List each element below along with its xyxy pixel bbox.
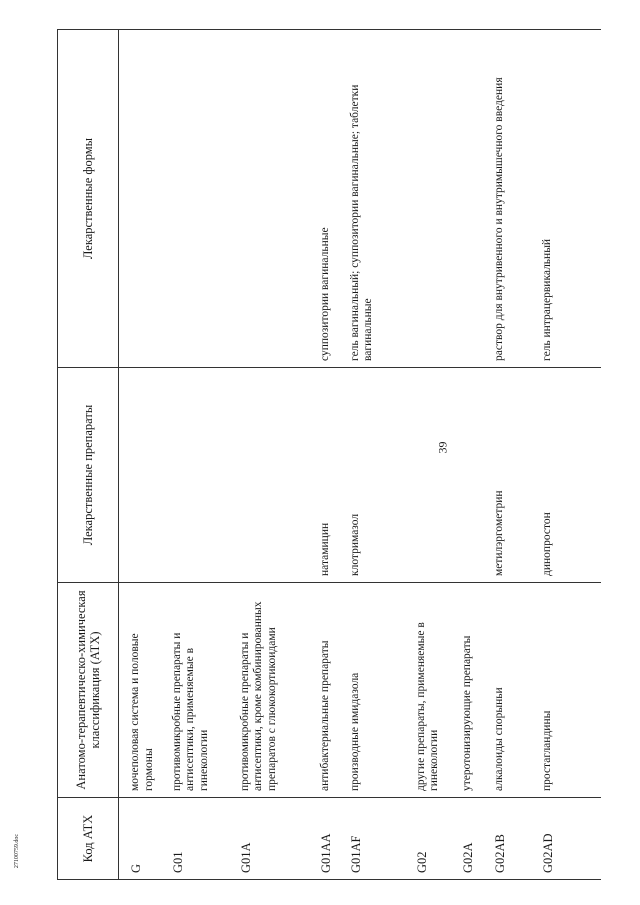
table-header-row bbox=[58, 30, 119, 880]
table-row bbox=[171, 30, 239, 880]
header-classification: Анатомо-терапевтическо-химическая классификация (АТХ) bbox=[58, 583, 119, 798]
atc-classification: антибактериальные препараты bbox=[319, 583, 349, 798]
atc-classification: другие препараты, применяемые в гинекологии bbox=[415, 583, 461, 798]
dosage-form: гель вагинальный; суппозитории вагинальные; таблетки вагинальные bbox=[349, 30, 415, 368]
drug-name bbox=[171, 368, 239, 583]
header-forms: Лекарственные формы bbox=[58, 30, 119, 368]
rotated-table-container bbox=[57, 30, 640, 880]
atc-classification: простагландины bbox=[541, 583, 601, 798]
table-row bbox=[239, 30, 319, 880]
table-row bbox=[461, 30, 493, 880]
atc-classification: утеротонизирующие препараты bbox=[461, 583, 493, 798]
dosage-form bbox=[171, 30, 239, 368]
atc-classification: противомикробные препараты и антисептики, применяемые в гинекологии bbox=[171, 583, 239, 798]
table-row bbox=[319, 30, 349, 880]
atc-classification: противомикробные препараты и антисептики, кроме комбинированных препаратов с глюкокортикоидами bbox=[239, 583, 319, 798]
atc-classification: производные имидазола bbox=[349, 583, 415, 798]
table-row bbox=[415, 30, 461, 880]
drug-name: клотримазол bbox=[349, 368, 415, 583]
atc-code: G02AB bbox=[493, 798, 541, 880]
atc-classification: алкалоиды спорыньи bbox=[493, 583, 541, 798]
dosage-form bbox=[415, 30, 461, 368]
atc-code: G01 bbox=[171, 798, 239, 880]
page-number: 39 bbox=[435, 441, 450, 454]
header-drugs: Лекарственные препараты bbox=[58, 368, 119, 583]
drug-name bbox=[461, 368, 493, 583]
atc-table bbox=[57, 29, 601, 880]
table-row bbox=[119, 30, 171, 880]
drug-name bbox=[119, 368, 171, 583]
atc-code: G02A bbox=[461, 798, 493, 880]
drug-name bbox=[239, 368, 319, 583]
drug-name bbox=[415, 368, 461, 583]
drug-name: натамицин bbox=[319, 368, 349, 583]
dosage-form: суппозитории вагинальные bbox=[319, 30, 349, 368]
atc-code: G01A bbox=[239, 798, 319, 880]
dosage-form bbox=[461, 30, 493, 368]
dosage-form: раствор для внутривенного и внутримышечного введения bbox=[493, 30, 541, 368]
atc-code: G02 bbox=[415, 798, 461, 880]
dosage-form bbox=[239, 30, 319, 368]
atc-classification: мочеполовая система и половые гормоны bbox=[119, 583, 171, 798]
header-code: Код АТХ bbox=[58, 798, 119, 880]
document-id: 27100759.doc bbox=[14, 833, 21, 869]
atc-code: G01AF bbox=[349, 798, 415, 880]
drug-name: метилэргометрин bbox=[493, 368, 541, 583]
atc-code: G bbox=[119, 798, 171, 880]
atc-code: G02AD bbox=[541, 798, 601, 880]
dosage-form: гель интрацервикальный bbox=[541, 30, 601, 368]
table-row bbox=[493, 30, 541, 880]
atc-code: G01AA bbox=[319, 798, 349, 880]
drug-name: динопростон bbox=[541, 368, 601, 583]
table-row bbox=[541, 30, 601, 880]
table-row bbox=[349, 30, 415, 880]
dosage-form bbox=[119, 30, 171, 368]
